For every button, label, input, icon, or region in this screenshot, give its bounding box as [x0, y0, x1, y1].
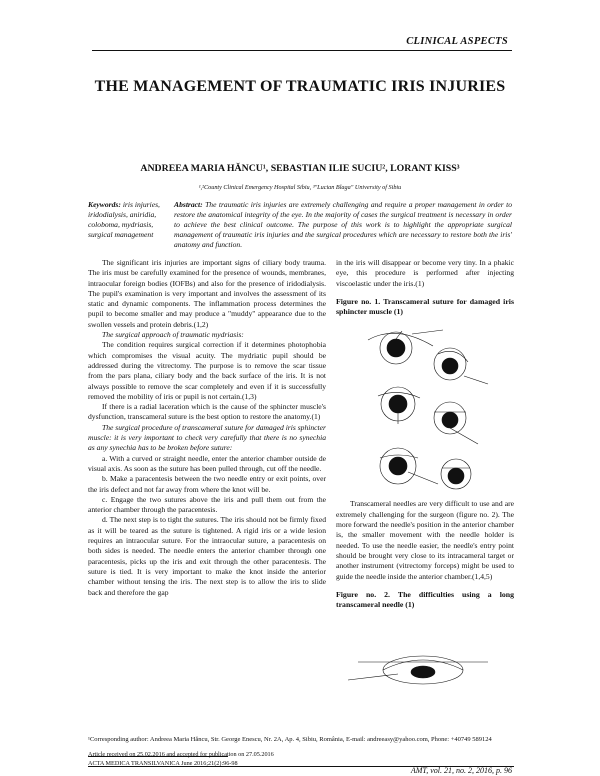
subheading: The surgical approach of traumatic mydriasis: [102, 330, 244, 340]
footnote-block [88, 736, 514, 744]
abstract-label: Abstract: [174, 200, 203, 209]
figure-1-illustration [338, 326, 508, 496]
eye-diagram-2 [434, 348, 488, 384]
corresponding-author: ¹Corresponding author: Andreea Maria Hăncu, Str. George Enescu, Nr. 2A, Ap. 4, Sibiu, România, E-mail: andreeasy@yahoo.com, Phone: +40749 589124 [88, 736, 492, 743]
paragraph: Transcameral needles are very difficult to use and are extremely challenging for the surgeon (figure no. 2). The more forward the needle's position in the anterior chamber is, the smaller movement with the needle holder is needed. To use the needle easier, the needle's entry point should be brought very close to its intracameral target or another instrument (vitrectomy forceps) might be used to guide the needle inside the anterior chamber.(1,4,5) [336, 499, 514, 581]
paper-title: THE MANAGEMENT OF TRAUMATIC IRIS INJURIES [94, 78, 506, 95]
eye-diagram-5 [380, 448, 438, 484]
abstract-block [174, 200, 512, 250]
section-heading: CLINICAL ASPECTS [406, 36, 508, 47]
step-a: a. With a curved or straight needle, enter the anterior chamber outside de visual axis. As soon as the suture has been pulled through, cut off the needle. [88, 453, 326, 473]
keywords-label: Keywords: [88, 200, 121, 209]
author-list: ANDREEA MARIA HĂNCU¹, SEBASTIAN ILIE SUCIU², LORANT KISS³ [140, 163, 460, 174]
step-c: c. Engage the two sutures above the iris and pull them out from the anterior chamber through the paracentesis. [88, 494, 326, 515]
article-dates [88, 751, 388, 758]
figure-1-caption: Figure no. 1. Transcameral suture for damaged iris sphincter muscle (1) [336, 296, 514, 317]
step-b: b. Make a paracentesis between the two needle entry or exit points, over the iris defect and not far away from where the knot will be. [88, 474, 326, 494]
affiliations: ¹,²County Clinical Emergency Hospital Sibiu, ³"Lucian Blaga" University of Sibiu [198, 184, 402, 191]
paragraph: The significant iris injuries are important signs of ciliary body trauma. The iris must be carefully examined for the presence of wounds, membranes, intraocular foreign bodies (IOFBs) and also for the presence of iridodialysis. The pupil's examination is very important and involves the assessment of its static and dynamic components. The inflammation process determines the pupil to become smaller and may produce a "muddy" appearance due to the swollen vessels and protein debris.(1,2) [88, 258, 326, 329]
eye-diagram-1 [368, 330, 443, 364]
paragraph: The condition requires surgical correction if it determines photophobia which compromises the visual acuity. The mydriatic pupil should be addressed during the vitrectomy. The purpose is to remove the scar tissue from the pars plana, ciliary body and the back surface of the iris. It is not always possible to remove the scar completely and even if it is successfully removed the mobility of iris or pupil is not certain.(1,3) [88, 340, 326, 401]
figure-2-caption: Figure no. 2. The difficulties using a long transcameral needle (1) [336, 589, 514, 610]
journal-line: ACTA MEDICA TRANSILVANICA June 2016;21(2):96-98 [88, 760, 238, 767]
eye-diagram-3 [378, 387, 420, 424]
header-rule [92, 50, 512, 51]
keywords-text: iris injuries, iridodialysis, aniridia, coloboma, mydriasis, surgical management [88, 200, 160, 239]
paragraph: The surgical procedure of transcameral suture for damaged iris sphincter muscle: it is very important to check very carefully that there is no synechia as any synechia has to be broken before suture: [88, 422, 326, 453]
paragraph: in the iris will disappear or become very tiny. In a phakic eye, this procedure is performed after injecting viscoelastic under the iris.(1) [336, 258, 514, 288]
step-d: d. The next step is to tight the sutures. The iris should not be firmly fixed as it will be teared as the suture is tightened. A rigid iris or a wide lesion requires an intraocular suture. For the intraocular suture, a paracentesis on both sides is needed. The needle enters the anterior chamber through one paracentesis, picks up the iris and exit through the other paracentesis. The suture is tied. It is very important to make the knot inside the anterior chamber without tensing the iris. The next step is to allow the iris to slide back and therefore the gap [88, 515, 326, 597]
abstract-text: The traumatic iris injuries are extremely challenging and require a proper management in order to restore the anatomical integrity of the eye. In the majority of cases the surgical treatment is necessary in order to achieve the best clinical outcome. The purpose of this work is to highlight the appropriate surgical management of traumatic iris injuries and the surgical procedures which are necessary to restore both the iris' anatomy and function. [174, 200, 512, 249]
page-reference: AMT, vol. 21, no. 2, 2016, p. 96 [410, 766, 512, 775]
eye-diagram-4 [434, 402, 478, 444]
paragraph: If there is a radial laceration which is the cause of the sphincter muscle's dysfunction, transcameral suture is the best option to restore the anatomy.(1) [88, 402, 326, 422]
keywords-block [88, 200, 168, 240]
figure-2-illustration [338, 640, 508, 700]
received-line: Article received on 25.02.2016 and accepted for publication on 27.05.2016 [88, 751, 274, 758]
left-column [88, 258, 326, 598]
eye-diagram-6 [441, 459, 471, 489]
